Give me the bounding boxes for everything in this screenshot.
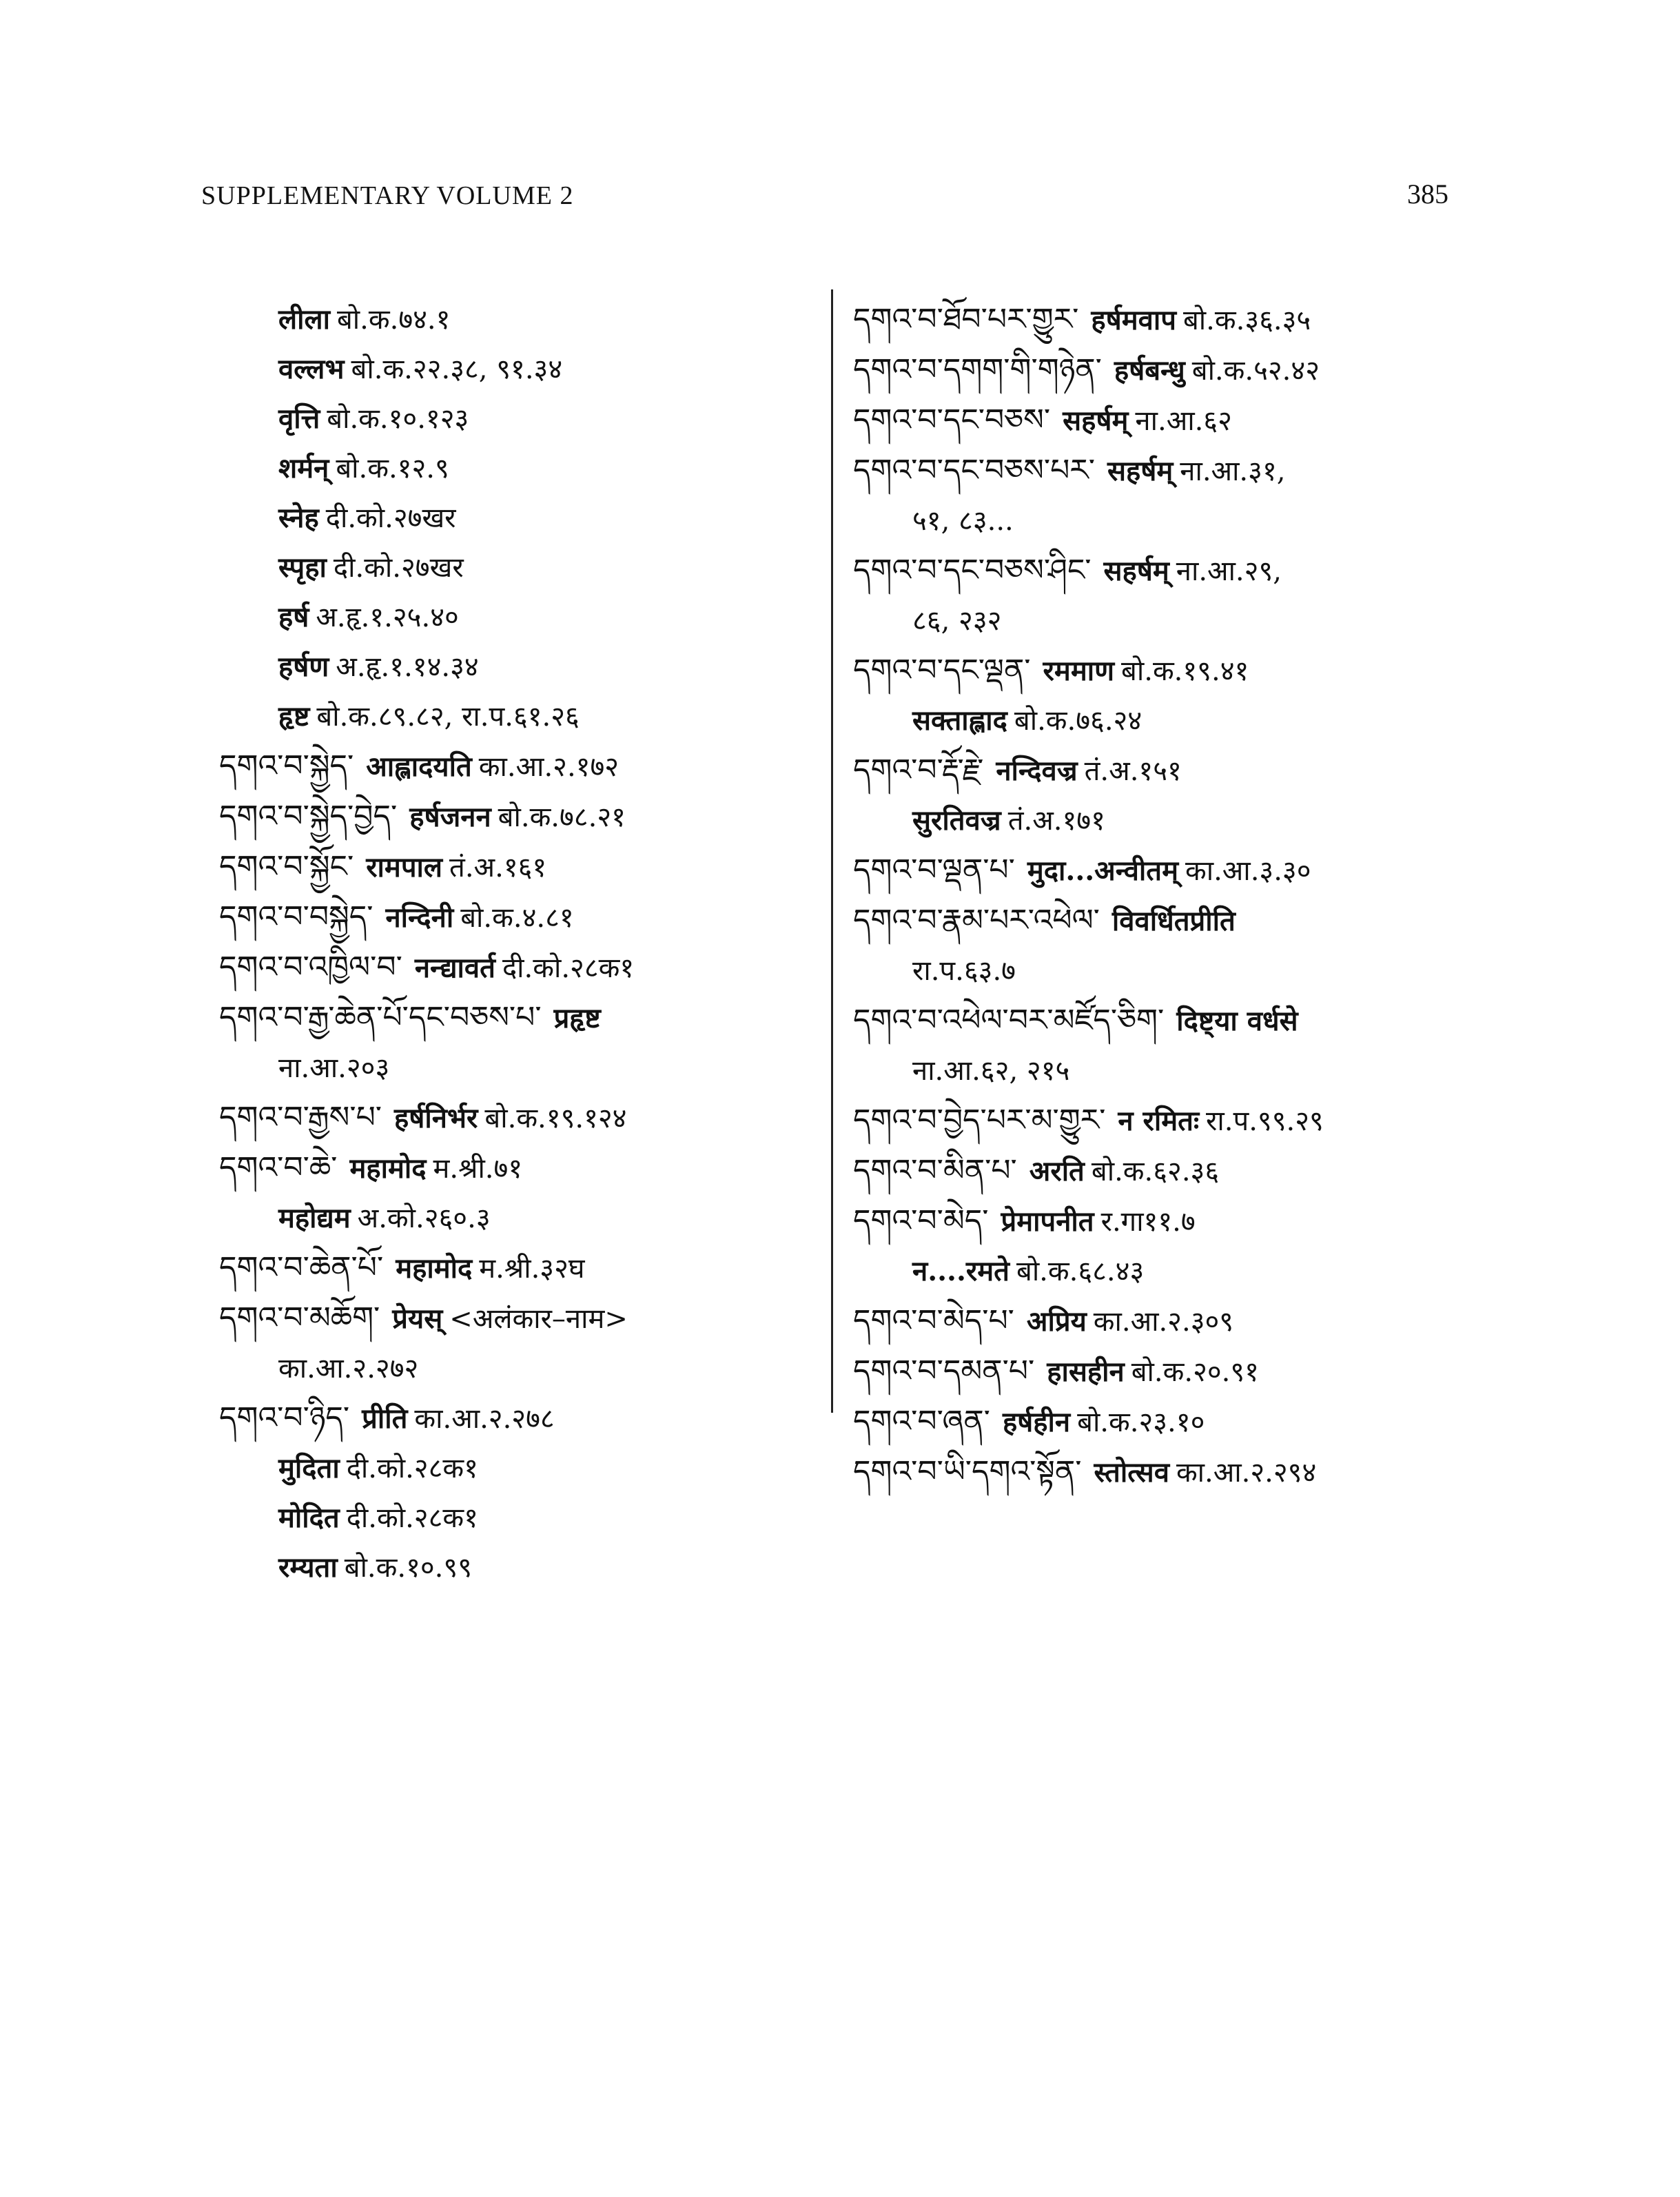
- dictionary-entry: [219, 1143, 812, 1194]
- dictionary-entry: [853, 596, 1459, 646]
- source-reference: र.गा११.७: [1100, 1206, 1196, 1238]
- tibetan-headword: དགའ་བ་རྒྱས་པ་: [219, 1100, 382, 1135]
- dictionary-entry: [219, 692, 812, 742]
- source-reference: का.आ.२.१७२: [478, 751, 619, 783]
- sanskrit-term: हर्षहीन: [1002, 1406, 1071, 1438]
- tibetan-headword: དགའ་བ་དམན་པ་: [853, 1353, 1035, 1389]
- source-reference: दी.को.२७खर: [325, 502, 456, 534]
- tibetan-headword: དགའ་བ་བསྐྱེད་: [219, 899, 373, 934]
- source-reference: ना.आ.२९,: [1176, 555, 1282, 587]
- dictionary-entry: [853, 1447, 1459, 1498]
- sanskrit-term: अप्रिय: [1026, 1305, 1087, 1338]
- sanskrit-term: प्रेयस्: [392, 1302, 443, 1335]
- source-reference: दी.को.२८क१: [346, 1453, 478, 1484]
- source-reference: तं.अ.१७१: [1007, 805, 1105, 837]
- source-reference: ना.आ.६२, २१५: [912, 1055, 1070, 1087]
- dictionary-entry: [853, 1046, 1459, 1096]
- dictionary-entry: [219, 642, 812, 692]
- dictionary-entry: [219, 1543, 812, 1593]
- sanskrit-term: हर्षजनन: [409, 801, 491, 833]
- sanskrit-term: आह्लादयति: [366, 750, 472, 783]
- source-reference: तं.अ.१६१: [449, 852, 547, 883]
- source-reference: बो.क.६८.४३: [1016, 1256, 1145, 1287]
- tibetan-headword: དགའ་བ་དང་བཅས་: [853, 402, 1051, 438]
- source-reference: रा.प.६३.७: [912, 955, 1016, 987]
- sanskrit-term: हर्षमवाप: [1091, 304, 1176, 336]
- source-reference: बो.क.७८.२१: [498, 801, 626, 833]
- source-reference: बो.क.६२.३६: [1091, 1156, 1220, 1187]
- sanskrit-term: सक्ताह्लाद: [912, 704, 1007, 737]
- sanskrit-term: सहर्षम्: [1103, 555, 1169, 587]
- sanskrit-term: सहर्षम्: [1107, 455, 1174, 487]
- dictionary-entry: [853, 496, 1459, 546]
- dictionary-entry: [219, 742, 812, 792]
- column-divider: [831, 289, 833, 1413]
- source-reference: का.आ.२.२९४: [1176, 1457, 1317, 1489]
- dictionary-entry: [853, 546, 1459, 596]
- sanskrit-term: नन्द्यावर्त: [414, 952, 495, 984]
- sanskrit-term: दिष्ट्या वर्धसे: [1176, 1005, 1298, 1037]
- tibetan-headword: དགའ་བ་ཉིད་: [219, 1400, 350, 1435]
- sanskrit-term: प्रहृष्ट: [553, 1002, 601, 1034]
- dictionary-entry: [219, 394, 812, 444]
- source-reference: ८६, २३२: [912, 605, 1002, 637]
- sanskrit-term: रम्यता: [278, 1551, 338, 1584]
- source-reference: दी.को.२८क१: [502, 952, 635, 984]
- tibetan-headword: དགའ་བ་མཆོག་: [219, 1300, 380, 1336]
- source-reference: दी.को.२७खर: [333, 552, 464, 584]
- dictionary-entry: [853, 946, 1459, 996]
- dictionary-entry: [853, 746, 1459, 796]
- dictionary-entry: [219, 993, 812, 1043]
- source-reference: बो.क.१२.९: [336, 453, 449, 484]
- sanskrit-term: रममाण: [1043, 655, 1115, 687]
- dictionary-entry: [219, 1243, 812, 1294]
- dictionary-entry: [219, 493, 812, 543]
- tibetan-headword: དགའ་བ་སྐྱེད་: [219, 748, 354, 784]
- tibetan-headword: དགའ་བ་མིན་པ་: [853, 1153, 1017, 1188]
- source-reference: बो.क.७४.१: [336, 304, 451, 336]
- dictionary-entry: [219, 1043, 812, 1093]
- source-reference: म.श्री.७१: [433, 1153, 523, 1185]
- dictionary-entry: [853, 1096, 1459, 1146]
- dictionary-entry: [853, 1296, 1459, 1347]
- tibetan-headword: དགའ་བ་དང་ལྡན་: [853, 653, 1031, 688]
- right-column: [853, 295, 1459, 1498]
- dictionary-entry: [853, 345, 1459, 396]
- tibetan-headword: དགའ་བ་དང་བཅས་པར་: [853, 453, 1095, 488]
- dictionary-entry: [219, 892, 812, 943]
- sanskrit-term: स्तोत्सव: [1094, 1456, 1169, 1489]
- dictionary-entry: [853, 996, 1459, 1046]
- sanskrit-term: मोदित: [278, 1502, 340, 1534]
- source-reference: म.श्री.३२घ: [479, 1253, 585, 1285]
- dictionary-entry: [219, 1493, 812, 1543]
- sanskrit-term: अरति: [1029, 1155, 1085, 1187]
- sanskrit-term: हर्षबन्धु: [1114, 354, 1185, 387]
- source-reference: बो.क.१०.९९: [344, 1552, 472, 1584]
- tibetan-headword: དགའ་བ་དགག་གི་གཉེན་: [853, 352, 1102, 387]
- sanskrit-term: मुदा...अन्वीतम्: [1027, 855, 1179, 887]
- dictionary-entry: [853, 696, 1459, 746]
- source-reference: रा.प.९९.२९: [1206, 1105, 1324, 1137]
- source-reference: बो.क.२०.९१: [1131, 1356, 1259, 1388]
- source-reference: अ.हृ.१.२५.४०: [316, 602, 459, 633]
- source-reference: बो.क.३६.३५: [1182, 305, 1311, 336]
- sanskrit-term: रामपाल: [366, 851, 443, 883]
- source-reference: का.आ.२.२७८: [414, 1403, 555, 1435]
- sanskrit-term: प्रेमापनीत: [1001, 1205, 1094, 1238]
- source-reference: बो.क.२२.३८, ९१.३४: [351, 354, 563, 385]
- source-reference: बो.क.८९.८२, रा.प.६१.२६: [316, 701, 580, 733]
- sanskrit-term: महोद्यम: [278, 1202, 351, 1234]
- dictionary-entry: [853, 646, 1459, 696]
- source-reference: अ.हृ.१.१४.३४: [336, 651, 479, 683]
- source-reference: अ.को.२६०.३: [357, 1203, 491, 1234]
- tibetan-headword: དགའ་བ་དང་བཅས་ཤིང་: [853, 553, 1092, 588]
- running-header: SUPPLEMENTARY VOLUME 2: [201, 181, 574, 210]
- dictionary-entry: [853, 896, 1459, 946]
- sanskrit-term: वल्लभ: [278, 353, 345, 385]
- tibetan-headword: དགའ་བ་སྐྱེད་བྱེད་: [219, 799, 398, 834]
- sanskrit-term: मुदिता: [278, 1452, 340, 1484]
- dictionary-entry: [219, 943, 812, 993]
- sanskrit-term: प्रीति: [362, 1402, 408, 1435]
- tibetan-headword: དགའ་བ་རྒྱ་ཆེན་པོ་དང་བཅས་པ་: [219, 1000, 542, 1035]
- dictionary-entry: [219, 1344, 812, 1393]
- dictionary-entry: [219, 1444, 812, 1493]
- dictionary-entry: [853, 1196, 1459, 1247]
- tibetan-headword: དགའ་བ་འཁྱིལ་བ་: [219, 950, 402, 985]
- dictionary-entry: [853, 796, 1459, 846]
- dictionary-entry: [219, 345, 812, 394]
- sanskrit-term: शर्मन्: [278, 452, 329, 484]
- source-reference: बो.क.१९.१२४: [484, 1103, 627, 1134]
- dictionary-entry: [219, 1294, 812, 1344]
- source-reference: बो.क.४.८१: [460, 902, 574, 934]
- sanskrit-term: हर्षण: [278, 651, 329, 683]
- dictionary-entry: [219, 295, 812, 345]
- tibetan-headword: དགའ་བ་སྐྱོང་: [219, 849, 354, 884]
- sanskrit-term: हृष्ट: [278, 700, 310, 733]
- tibetan-headword: དགའ་བ་ཆེན་པོ་: [219, 1250, 384, 1285]
- dictionary-entry: [853, 1347, 1459, 1397]
- page-number: 385: [1407, 178, 1448, 210]
- dictionary-entry: [853, 446, 1459, 496]
- sanskrit-term: हासहीन: [1047, 1356, 1125, 1388]
- source-reference: ५१, ८३...: [912, 505, 1014, 537]
- dictionary-entry: [219, 1194, 812, 1243]
- sanskrit-term: लीला: [278, 303, 330, 336]
- source-reference: ना.आ.६२: [1135, 405, 1232, 437]
- source-reference: <अलंकार–नाम>: [449, 1303, 628, 1335]
- source-reference: तं.अ.१५१: [1084, 755, 1182, 787]
- source-reference: का.आ.२.२७२: [278, 1353, 419, 1384]
- sanskrit-term: स्नेह: [278, 502, 319, 534]
- sanskrit-term: नन्दिवज्र: [996, 755, 1078, 787]
- tibetan-headword: དགའ་བ་ཡི་དགའ་སྟོན་: [853, 1454, 1082, 1489]
- dictionary-entry: [219, 593, 812, 642]
- sanskrit-term: वृत्ति: [278, 402, 320, 435]
- source-reference: ना.आ.३१,: [1180, 456, 1286, 487]
- dictionary-entry: [853, 396, 1459, 446]
- dictionary-entry: [219, 543, 812, 593]
- sanskrit-term: नन्दिनी: [385, 901, 454, 934]
- tibetan-headword: དགའ་བ་མེད་པ་: [853, 1303, 1014, 1338]
- source-reference: बो.क.७६.२४: [1014, 705, 1143, 737]
- dictionary-entry: [853, 1146, 1459, 1196]
- tibetan-headword: དགའ་བ་རྣམ་པར་འཕེལ་: [853, 903, 1100, 938]
- tibetan-headword: དགའ་བ་ཆེ་: [219, 1150, 338, 1185]
- source-reference: बो.क.१०.१२३: [327, 403, 469, 435]
- sanskrit-term: हर्षनिर्भर: [394, 1102, 478, 1134]
- tibetan-headword: དགའ་བ་ལྡན་པ་: [853, 852, 1015, 888]
- source-reference: दी.को.२८क१: [346, 1502, 478, 1534]
- dictionary-entry: [219, 444, 812, 493]
- sanskrit-term: स्पृहा: [278, 551, 327, 584]
- tibetan-headword: དགའ་བ་ཞན་: [853, 1404, 990, 1439]
- source-reference: का.आ.३.३०: [1185, 855, 1311, 887]
- sanskrit-term: महामोद: [349, 1152, 427, 1185]
- dictionary-entry: [853, 1397, 1459, 1447]
- dictionary-entry: [219, 1093, 812, 1143]
- tibetan-headword: དགའ་བ་རྡོ་རྗེ་: [853, 753, 984, 788]
- source-reference: ना.आ.२०३: [278, 1052, 390, 1084]
- dictionary-entry: [219, 792, 812, 842]
- sanskrit-term: सहर्षम्: [1063, 405, 1129, 437]
- source-reference: बो.क.२३.१०: [1077, 1407, 1205, 1438]
- source-reference: का.आ.२.३०९: [1093, 1306, 1234, 1338]
- sanskrit-term: महामोद: [396, 1252, 473, 1285]
- dictionary-entry: [219, 1393, 812, 1444]
- tibetan-headword: དགའ་བ་ཐོབ་པར་གྱུར་: [853, 302, 1079, 337]
- dictionary-entry: [853, 846, 1459, 896]
- tibetan-headword: དགའ་བ་མེད་: [853, 1203, 989, 1238]
- source-reference: बो.क.१९.४१: [1121, 655, 1249, 687]
- sanskrit-term: विवर्धितप्रीति: [1112, 905, 1236, 937]
- sanskrit-term: न रमितः: [1118, 1105, 1200, 1137]
- sanskrit-term: सुरतिवज्र: [912, 804, 1001, 837]
- sanskrit-term: हर्ष: [278, 601, 309, 633]
- sanskrit-term: न....रमते: [912, 1255, 1010, 1287]
- dictionary-entry: [853, 1247, 1459, 1296]
- tibetan-headword: དགའ་བ་བྱེད་པར་མ་གྱུར་: [853, 1103, 1106, 1138]
- tibetan-headword: དགའ་བ་འཕེལ་བར་མཛོད་ཅིག་: [853, 1003, 1165, 1038]
- left-column: [219, 295, 812, 1593]
- dictionary-entry: [219, 842, 812, 892]
- source-reference: बो.क.५२.४२: [1191, 355, 1320, 387]
- dictionary-entry: [853, 295, 1459, 345]
